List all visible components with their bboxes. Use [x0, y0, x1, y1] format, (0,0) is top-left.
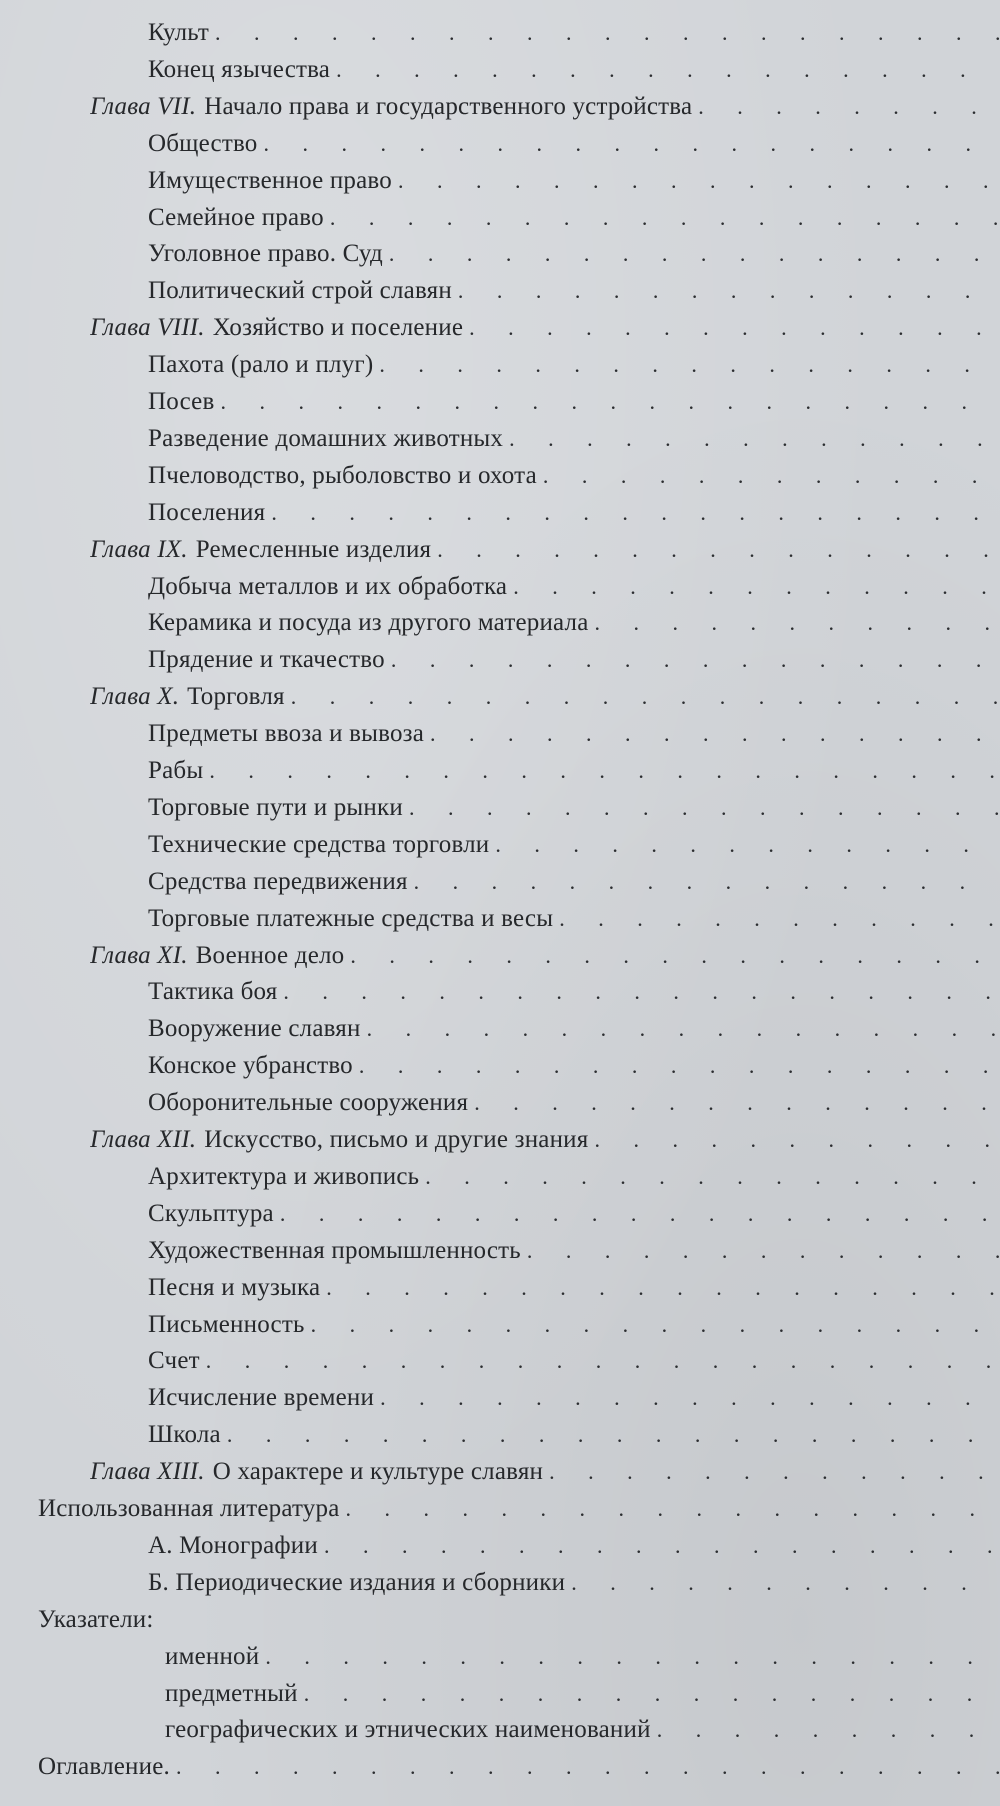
toc-entry	[148, 900, 1000, 934]
dot-leader	[385, 645, 1000, 675]
toc-entry-title: Прядение и ткачество	[148, 646, 385, 674]
toc-entry-title: Пахота (рало и плуг)	[148, 351, 374, 379]
toc-entry	[148, 604, 1000, 638]
dot-leader	[170, 1752, 1000, 1782]
toc-entry-title: Архитектура и живопись	[148, 1162, 420, 1190]
toc-entry-title: Политический строй славян	[148, 277, 452, 305]
toc-chapter-entry	[90, 531, 1000, 565]
toc-entry-title: О характере и культуре славян	[212, 1458, 544, 1486]
dot-leader	[521, 1236, 1000, 1266]
toc-entry-title: Оглавление.	[38, 1753, 170, 1781]
toc-entry-title: Исчисление времени	[148, 1384, 375, 1412]
toc-entry	[148, 568, 1000, 602]
chapter-number: Глава VIII.	[90, 314, 205, 342]
dot-leader	[543, 1457, 1000, 1487]
toc-entry-title: Технические средства торговли	[148, 830, 490, 858]
toc-entry-title: Ремесленные изделия	[195, 535, 432, 563]
toc-entry-title: географических и этнических наименований	[165, 1716, 651, 1744]
toc-entry-title: Школа	[148, 1421, 221, 1449]
dot-leader	[383, 239, 1000, 269]
toc-chapter-entry	[90, 937, 1000, 971]
toc-entry	[148, 420, 1000, 454]
toc-entry-title: Культ	[148, 19, 210, 46]
toc-entry-title: Тактика боя	[148, 978, 278, 1006]
dot-leader	[468, 1088, 1000, 1118]
chapter-number: Глава IX.	[90, 535, 188, 563]
chapter-number: Глава XIII.	[90, 1458, 205, 1486]
toc-entry	[148, 162, 1000, 196]
toc-entry	[148, 1084, 1000, 1118]
dot-leader	[373, 350, 1000, 380]
chapter-number: Глава XI.	[90, 941, 188, 969]
toc-entry-title: Б. Периодические издания и сборники	[148, 1568, 566, 1596]
toc-chapter-entry	[90, 309, 1000, 343]
toc-entry-title: Песня и музыка	[148, 1273, 321, 1301]
toc-entry	[148, 826, 1000, 860]
chapter-number: Глава XII.	[90, 1126, 197, 1153]
dot-leader	[651, 1715, 1000, 1745]
toc-entry-title: Военное дело	[195, 941, 345, 969]
toc-entry-title: Поселения	[148, 498, 266, 526]
dot-leader	[200, 1346, 1000, 1376]
dot-leader	[318, 1531, 1000, 1561]
toc-entry	[148, 272, 1000, 306]
toc-entry	[38, 1601, 1000, 1635]
toc-entry	[38, 1490, 1000, 1524]
toc-entry-title: Торговые пути и рынки	[148, 793, 403, 821]
toc-entry-title: предметный	[165, 1679, 298, 1707]
toc-entry	[148, 863, 1000, 897]
dot-leader	[589, 608, 1000, 638]
toc-entry	[148, 1416, 1000, 1450]
toc-entry-title: Торговля	[187, 683, 285, 711]
chapter-number: Глава VII.	[90, 92, 197, 120]
dot-leader	[424, 719, 1000, 749]
toc-entry	[148, 789, 1000, 823]
dot-leader	[298, 1679, 1000, 1709]
dot-leader	[692, 92, 1000, 122]
toc-entry	[148, 235, 1000, 269]
dot-leader	[274, 1199, 1000, 1229]
toc-entry-title: Средства передвижения	[148, 867, 408, 895]
toc-entry-title: Разведение домашних животных	[148, 424, 504, 452]
dot-leader	[330, 55, 1000, 85]
toc-entry-title: Керамика и посуда из другого материала	[148, 609, 589, 637]
dot-leader	[324, 203, 1000, 233]
toc-entry-title: Рабы	[148, 757, 204, 784]
toc-entry	[38, 1748, 1000, 1782]
toc-entry-title: Общество	[148, 129, 258, 157]
toc-entry	[148, 1527, 1000, 1561]
toc-chapter-entry	[90, 678, 1000, 712]
toc-entry-title: именной	[165, 1642, 260, 1670]
chapter-number: Глава X.	[90, 683, 180, 711]
toc-entry	[148, 1232, 1000, 1266]
toc-entry	[148, 1306, 1000, 1340]
toc-entry-title: Торговые платежные средства и весы	[148, 904, 554, 932]
toc-entry	[148, 1010, 1000, 1044]
dot-leader	[489, 830, 1000, 860]
toc-entry	[148, 346, 1000, 380]
toc-entry	[148, 14, 1000, 48]
toc-entry-title: Счет	[148, 1347, 200, 1375]
dot-leader	[408, 867, 1000, 897]
toc-entry-title: Уголовное право. Суд	[148, 240, 383, 268]
toc-entry-title: Конец язычества	[148, 55, 331, 83]
toc-entry-title: Письменность	[148, 1310, 305, 1338]
dot-leader	[320, 1273, 1000, 1303]
dot-leader	[553, 904, 1000, 934]
dot-leader	[203, 756, 1000, 786]
toc-entry-title: А. Монографии	[148, 1531, 318, 1559]
dot-leader	[463, 313, 1000, 343]
dot-leader	[431, 535, 1000, 565]
toc-entry	[148, 641, 1000, 675]
dot-leader	[565, 1568, 1000, 1598]
toc-chapter-entry	[90, 88, 1000, 122]
toc-entry-title: Хозяйство и поселение	[212, 314, 464, 342]
dot-leader	[258, 129, 1000, 159]
toc-entry	[148, 1379, 1000, 1413]
toc-entry	[148, 752, 1000, 786]
dot-leader	[507, 572, 1000, 602]
toc-entry-title: Начало права и государственного устройства	[204, 92, 693, 120]
dot-leader	[419, 1162, 1000, 1192]
toc-entry	[148, 383, 1000, 417]
toc-entry-title: Вооружение славян	[148, 1015, 361, 1043]
toc-entry	[148, 973, 1000, 1007]
dot-leader	[277, 977, 1000, 1007]
dot-leader	[374, 1383, 1000, 1413]
dot-leader	[361, 1014, 1000, 1044]
dot-leader	[340, 1494, 1000, 1524]
toc-entry	[148, 1158, 1000, 1192]
toc-entry	[148, 1564, 1000, 1598]
toc-entry	[148, 125, 1000, 159]
toc-entry	[148, 1342, 1000, 1376]
dot-leader	[403, 793, 1000, 823]
dot-leader	[392, 166, 1000, 196]
toc-entry-title: Искусство, письмо и другие знания	[204, 1126, 589, 1153]
toc-entry	[165, 1638, 1000, 1672]
dot-leader	[588, 1125, 1000, 1155]
dot-leader	[285, 682, 1000, 712]
toc-entry	[148, 494, 1000, 528]
toc-chapter-entry	[90, 1121, 1000, 1155]
toc-entry-title: Имущественное право	[148, 166, 392, 194]
toc-entry	[148, 1195, 1000, 1229]
toc-entry-title: Художественная промышленность	[148, 1236, 521, 1264]
toc-entry	[165, 1711, 1000, 1745]
dot-leader	[537, 461, 1000, 491]
toc-entry	[148, 457, 1000, 491]
toc-entry-title: Скульптура	[148, 1199, 274, 1227]
toc-chapter-entry	[90, 1453, 1000, 1487]
toc-entry	[148, 51, 1000, 85]
dot-leader	[221, 1420, 1000, 1450]
toc-entry	[148, 1047, 1000, 1081]
toc-entry-title: Конское убранство	[148, 1052, 353, 1080]
toc-entry-title: Указатели:	[38, 1605, 154, 1633]
dot-leader	[452, 276, 1000, 306]
dot-leader	[344, 941, 1000, 971]
toc-entry-title: Пчеловодство, рыболовство и охота	[148, 461, 537, 489]
toc-entry-title: Посев	[148, 388, 215, 415]
toc-entry	[148, 1269, 1000, 1303]
toc-entry-title: Использованная литература	[38, 1495, 340, 1522]
dot-leader	[503, 424, 1000, 454]
dot-leader	[259, 1642, 1000, 1672]
toc-entry-title: Добыча металлов и их обработка	[148, 572, 508, 600]
dot-leader	[265, 498, 1000, 528]
dot-leader	[305, 1310, 1000, 1340]
dot-leader	[209, 18, 1000, 48]
toc-entry-title: Оборонительные сооружения	[148, 1089, 469, 1117]
toc-entry	[165, 1675, 1000, 1709]
dot-leader	[214, 387, 1000, 417]
toc-entry	[148, 715, 1000, 749]
toc-entry	[148, 199, 1000, 233]
toc-entry-title: Семейное право	[148, 203, 324, 231]
dot-leader	[353, 1051, 1000, 1081]
toc-entry-title: Предметы ввоза и вывоза	[148, 720, 425, 748]
